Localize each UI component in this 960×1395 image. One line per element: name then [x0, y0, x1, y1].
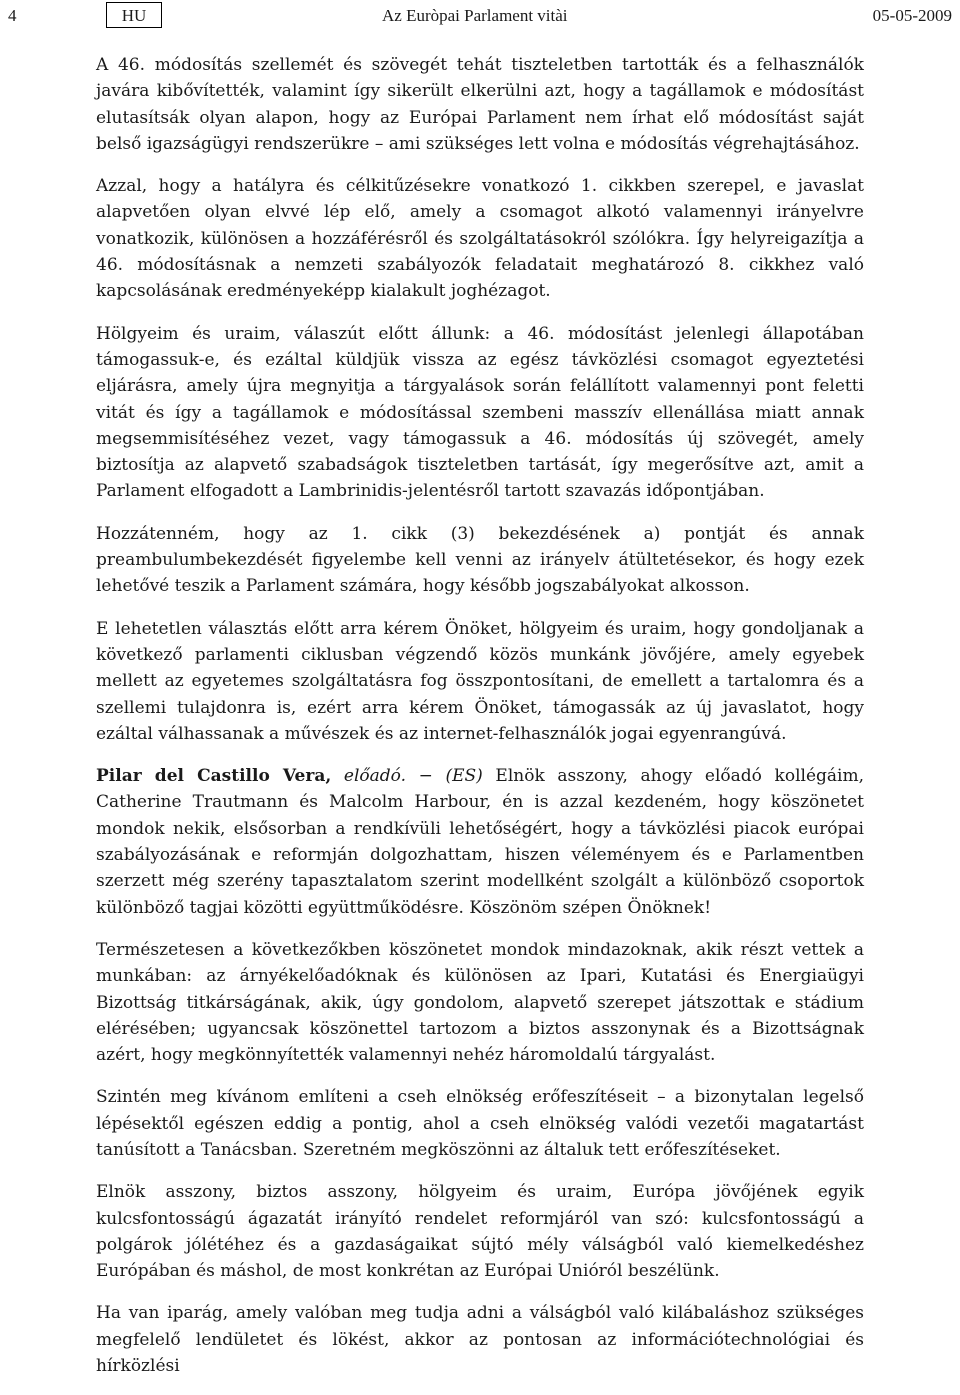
- speech-dash: −: [405, 766, 446, 787]
- document-date: 05-05-2009: [872, 6, 952, 25]
- speaker-role: előadó.: [343, 766, 406, 787]
- page-header: [0, 0, 960, 38]
- paragraph: Természetesen a következőkben köszönetet mondok mindazoknak, akik részt vettek a munkában: az árnyékelőadóknak és különösen az Ipari, Kutatási és Energiaügyi Bizottság titkárságának, akik, úgy gondolom, alapvető szerepet játszottak e stádium elérésében; ugyancsak köszönettel tartozom a biztos asszonynak és a Bizottságnak azért, hogy megkönnyítették valamennyi nehéz háromoldalú tárgyalást.: [96, 939, 864, 1066]
- speech-paragraph: [96, 763, 864, 921]
- paragraph: Szintén meg kívánom említeni a cseh elnökség erőfeszítéseit – a bizonytalan legelső lépésektől egészen eddig a pontig, ahol a cseh elnökség valódi vezetői magatartást tanúsított a Tanácsban. Szeretném megköszönni az általuk tett erőfeszítéseket.: [96, 1087, 864, 1160]
- speaker-name: Pilar del Castillo Vera,: [96, 766, 332, 787]
- document-title: Az Euròpai Parlament vitài: [382, 6, 568, 25]
- document-body: [96, 52, 864, 1395]
- page-number: 4: [8, 6, 17, 25]
- paragraph: Hozzátenném, hogy az 1. cikk (3) bekezdésének a) pontját és annak preambulumbekezdését figyelembe kell venni az irányelv átültetésekor, és hogy ezek lehetővé teszik a Parlament számára, hogy később jogszabályokat alkosson.: [96, 523, 864, 597]
- speech-language: (ES): [445, 766, 483, 787]
- paragraph: E lehetetlen választás előtt arra kérem Önöket, hölgyeim és uraim, hogy gondoljanak a következő parlamenti ciklusban végzendő közös munkánk jövőjére, amely egyebek mellett az egyetemes szolgáltatásra fog összpontosítani, de emellett a tartalomra és a szellemi tulajdonra is, ezért arra kérem Önöket, támogassák az új javaslatot, hogy ezáltal válhassanak a művészek és az internet-felhasználók jogai egyenrangúvá.: [96, 618, 864, 744]
- paragraph: Ha van iparág, amely valóban meg tudja adni a válságból való kilábaláshoz szükséges megfelelő lendületet és lökést, akkor az pontosan az információtechnológiai és hírközlési: [96, 1303, 864, 1377]
- language-code: HU: [106, 2, 162, 28]
- paragraph: Elnök asszony, biztos asszony, hölgyeim és uraim, Európa jövőjének egyik kulcsfontosságú ágazatát irányító rendelet reformjáról van szó: kulcsfontosságú a polgárok jólétéhez és a gazdaságaikat sújtó mély válságból való kiemelkedéshez Európában és máshol, de most konkrétan az Európai Unióról beszélünk.: [96, 1182, 864, 1282]
- paragraph: Azzal, hogy a hatályra és célkitűzésekre vonatkozó 1. cikkben szerepel, e javaslat alapvetően olyan elvvé lép elő, amely a csomagot alkotó valamennyi irányelvre vonatkozik, különösen a hozzáférésről és szolgáltatásokról szólókra. Így helyreigazítja a 46. módosításnak a nemzeti szabályozók feladatait meghatározó 8. cikkhez való kapcsolásának eredményeképp kialakult joghézagot.: [96, 176, 864, 302]
- speech-text: Elnök asszony, ahogy előadó kollégáim, Catherine Trautmann és Malcolm Harbour, én is azzal kezdeném, hogy köszönetet mondok nekik, elsősorban a rendkívüli lehetőségért, hogy a távközlési piacok európai szabályozásának e reformján dolgozhattam, hiszen véleményem és e Parlamentben szerzett még szerény tapasztalatom szerint modellként szolgált a különböző csoportok különböző tagjai közötti együttműködésre. Köszönöm szépen Önöknek!: [96, 766, 864, 918]
- paragraph: Hölgyeim és uraim, válaszút előtt állunk: a 46. módosítást jelenlegi állapotában támogassuk-e, és ezáltal küldjük vissza az egész távközlési csomagot egyeztetési eljárásra, amely újra megnyitja a tárgyalások során felállított valamennyi pont feletti vitát és így a tagállamok e módosítással szembeni masszív ellenállása miatt annak megsemmisítéséhez vezet, vagy támogassuk a 46. módosítás új szövegét, amely biztosítja az alapvető szabadságok tiszteletben tartását, így megerősítve azt, amit a Parlament elfogadott a Lambrinidis-jelentésről tartott szavazás időpontjában.: [96, 323, 864, 502]
- paragraph: A 46. módosítás szellemét és szövegét tehát tiszteletben tartották és a felhasználók javára kibővítették, valamint így sikerült elkerülni azt, hogy a tagállamok e módosítást elutasítsák olyan alapon, hogy az Európai Parlament nem írhat elő módosítást saját belső igazságügyi rendszerükre – ami szükséges lett volna e módosítás végrehajtásához.: [96, 55, 864, 154]
